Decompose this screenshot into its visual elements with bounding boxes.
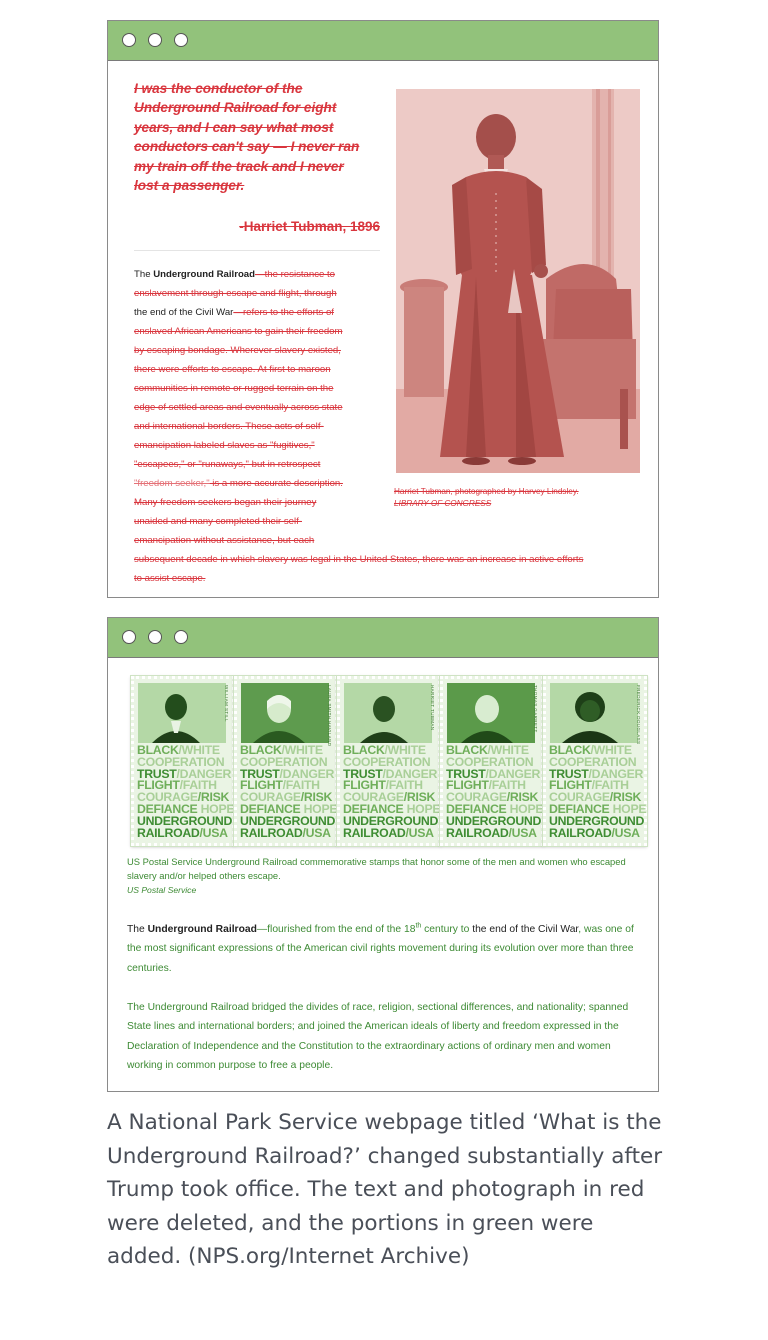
quote-attribution: -Harriet Tubman, 1896 bbox=[239, 219, 380, 234]
window-close-dot[interactable] bbox=[122, 630, 136, 644]
divider bbox=[134, 250, 380, 251]
window-titlebar bbox=[108, 21, 658, 61]
new-paragraph-2: The Underground Railroad bridged the divides of race, religion, sectional differences, and nationality; spanned State lines and international borders; and joined the American ideals of liberty and freedom expressed in the Declaration of Independence and the Constitution to the extraordinary actions of ordinary men and women working in common purpose to free a people. bbox=[127, 1002, 629, 1072]
photo-credit: LIBRARY OF CONGRESS bbox=[394, 499, 492, 508]
stamp-words: BLACK/WHITE COOPERATION TRUST/DANGER FLIGHT/FAITH COURAGE/RISK DEFIANCE HOPE UNDERGROUND RAILROAD/USA bbox=[549, 743, 647, 840]
stamps-caption: US Postal Service Underground Railroad commemorative stamps that honor some of the men and women who escaped slavery and/or helped others escape. US Postal Service bbox=[127, 855, 647, 897]
window-minimize-dot[interactable] bbox=[148, 33, 162, 47]
stamp: HARRIET TUBMAN BLACK/WHITE COOPERATION TRUST/DANGER FLIGHT/FAITH COURAGE/RISK DEFIANCE HOPE UNDERGROUND RAILROAD/USA bbox=[337, 676, 441, 846]
window-minimize-dot[interactable] bbox=[148, 630, 162, 644]
article-caption: A National Park Service webpage titled ‘What is the Underground Railroad?’ changed substantially after Trump took office. The text and photograph in red were deleted, and the portions in green were added. (NPS.org/Internet Archive) bbox=[107, 1110, 663, 1270]
stamp-words: BLACK/WHITE COOPERATION TRUST/DANGER FLIGHT/FAITH COURAGE/RISK DEFIANCE HOPE UNDERGROUND RAILROAD/USA bbox=[343, 743, 441, 840]
stamp-words: BLACK/WHITE COOPERATION TRUST/DANGER FLIGHT/FAITH COURAGE/RISK DEFIANCE HOPE UNDERGROUND RAILROAD/USA bbox=[240, 743, 338, 840]
stamp: LAURA SMITH HAVILAND BLACK/WHITE COOPERATION TRUST/DANGER FLIGHT/FAITH COURAGE/RISK DEFIANCE HOPE UNDERGROUND RAILROAD/USA bbox=[234, 676, 338, 846]
old-page-window bbox=[107, 20, 659, 598]
old-body-text: The Underground Railroad—the resistance to enslavement through escape and flight, through the end of the Civil War—refers to the efforts of enslaved African Americans to gain their freedom by escaping bondage. Wherever slavery existed, there were efforts to escape. At first to maroon communities in remote or rugged terrain on the edge of settled areas and eventually across state and international borders. These acts of self- emancipation labeled slaves as "fugitives," "escapees," or "runaways," but in retrospect "freedom seeker," is a more accurate description. Many freedom seekers began their journey unaided and many completed their self- emancipation without assistance, but each subsequent decade in which slavery was legal in the United States, there was an increase in active efforts to assist escape. bbox=[134, 269, 584, 584]
term-underground-railroad: Underground Railroad bbox=[147, 924, 257, 935]
window-close-dot[interactable] bbox=[122, 33, 136, 47]
new-paragraph-1: The Underground Railroad—flourished from the end of the 18th century to the end of the Civil War, was one of the most significant expressions of the American civil rights movement during its evolution over more than three centuries. bbox=[127, 922, 634, 974]
stamp-words: BLACK/WHITE COOPERATION TRUST/DANGER FLIGHT/FAITH COURAGE/RISK DEFIANCE HOPE UNDERGROUND RAILROAD/USA bbox=[446, 743, 544, 840]
window-maximize-dot[interactable] bbox=[174, 33, 188, 47]
photo-caption: Harriet Tubman, photographed by Harvey Lindsley. LIBRARY OF CONGRESS bbox=[394, 486, 644, 510]
term-underground-railroad: Underground Railroad bbox=[153, 269, 256, 280]
window-titlebar bbox=[108, 618, 658, 658]
link-freedom-seeker[interactable]: "freedom seeker," bbox=[134, 478, 210, 489]
stamp-strip bbox=[127, 676, 647, 844]
stamp: WILLIAM STILL BLACK/WHITE COOPERATION TRUST/DANGER FLIGHT/FAITH COURAGE/RISK DEFIANCE HOPE UNDERGROUND RAILROAD/USA bbox=[131, 676, 235, 846]
stamp-words: BLACK/WHITE COOPERATION TRUST/DANGER FLIGHT/FAITH COURAGE/RISK DEFIANCE HOPE UNDERGROUND RAILROAD/USA bbox=[137, 743, 235, 840]
stamps-credit: US Postal Service bbox=[127, 885, 197, 895]
tubman-photograph bbox=[396, 89, 640, 473]
kept-phrase-civil-war: the end of the Civil War bbox=[472, 924, 579, 935]
stamp-portrait bbox=[550, 683, 638, 743]
stamp-portrait bbox=[241, 683, 329, 743]
stamp-portrait bbox=[447, 683, 535, 743]
window-maximize-dot[interactable] bbox=[174, 630, 188, 644]
tubman-quote: I was the conductor of the Underground Railroad for eight years, and I can say what most conductors can't say — I never ran my train off the track and I never lost a passenger. bbox=[134, 81, 360, 194]
kept-phrase-civil-war: the end of the Civil War bbox=[134, 307, 234, 318]
stamp: FREDERICK DOUGLASS BLACK/WHITE COOPERATION TRUST/DANGER FLIGHT/FAITH COURAGE/RISK DEFIANCE HOPE UNDERGROUND RAILROAD/USA bbox=[543, 676, 647, 846]
tubman-photo-illustration bbox=[396, 89, 640, 473]
stamp-portrait bbox=[138, 683, 226, 743]
new-page-window bbox=[107, 617, 659, 1092]
stamp: THOMAS GARRETT BLACK/WHITE COOPERATION TRUST/DANGER FLIGHT/FAITH COURAGE/RISK DEFIANCE HOPE UNDERGROUND RAILROAD/USA bbox=[440, 676, 544, 846]
stamp-portrait bbox=[344, 683, 432, 743]
